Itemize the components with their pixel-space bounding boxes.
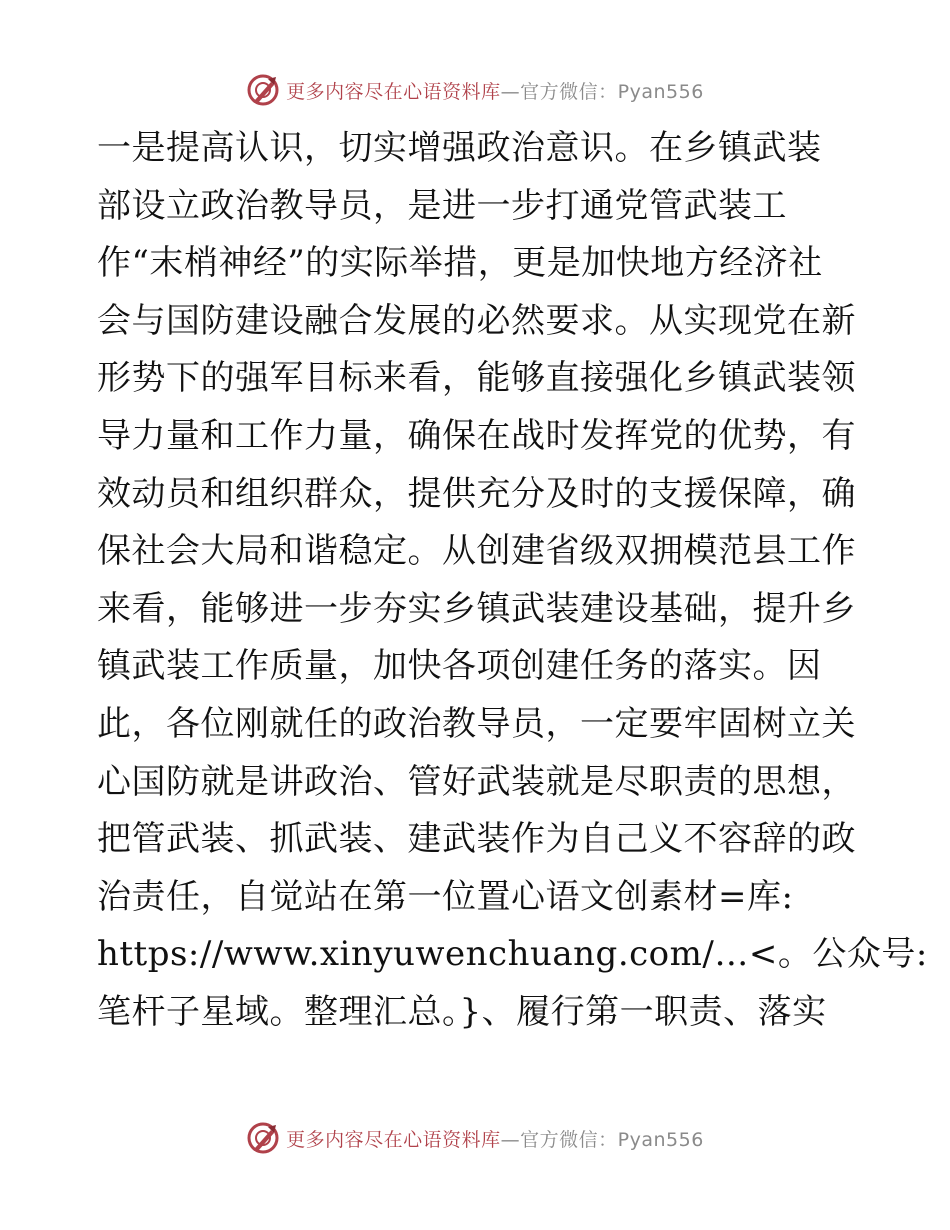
brand-logo-icon [246, 73, 280, 107]
text-line: 效动员和组织群众，提供充分及时的支援保障，确 [97, 473, 856, 514]
text-line: 笔杆子星域。整理汇总。}、履行第一职责、落实 [97, 991, 827, 1032]
text-line: 镇武装工作质量，加快各项创建任务的落实。因 [97, 646, 822, 687]
text-line: 治责任，自觉站在第一位置心语文创素材=库: [97, 876, 794, 917]
text-line: 一是提高认识，切实增强政治意识。在乡镇武装 [97, 128, 822, 168]
header-banner-main: 更多内容尽在心语资料库 [286, 80, 501, 103]
document-body [97, 120, 928, 1042]
header-banner-separator: — [500, 80, 521, 103]
header-banner-text [286, 77, 704, 104]
text-line: 保社会大局和谐稳定。从创建省级双拥模范县工作 [97, 531, 856, 572]
text-line: 把管武装、抓武装、建武装作为自己义不容辞的政 [97, 819, 856, 860]
text-line-url: https://www.xinyuwenchuang.com/…<。公众号: [97, 934, 928, 975]
text-line: 作“末梢神经”的实际举措，更是加快地方经济社 [97, 243, 823, 284]
text-line: 形势下的强军目标来看，能够直接强化乡镇武装领 [97, 358, 856, 399]
text-line: 会与国防建设融合发展的必然要求。从实现党在新 [97, 300, 856, 341]
footer-banner-wechat: 官方微信：Pyan556 [520, 1128, 704, 1151]
footer-banner [0, 1118, 950, 1158]
text-line: 导力量和工作力量，确保在战时发挥党的优势，有 [97, 415, 856, 456]
footer-banner-separator: — [500, 1128, 521, 1151]
text-line: 部设立政治教导员，是进一步打通党管武装工 [97, 185, 787, 226]
footer-banner-text [286, 1125, 704, 1152]
text-line: 此，各位刚就任的政治教导员，一定要牢固树立关 [97, 703, 856, 744]
footer-banner-main: 更多内容尽在心语资料库 [286, 1128, 501, 1151]
brand-logo-icon [246, 1121, 280, 1155]
header-banner [0, 70, 950, 110]
header-banner-wechat: 官方微信：Pyan556 [520, 80, 704, 103]
text-line: 来看，能够进一步夯实乡镇武装建设基础，提升乡 [97, 588, 856, 629]
text-line: 心国防就是讲政治、管好武装就是尽职责的思想， [97, 761, 856, 802]
